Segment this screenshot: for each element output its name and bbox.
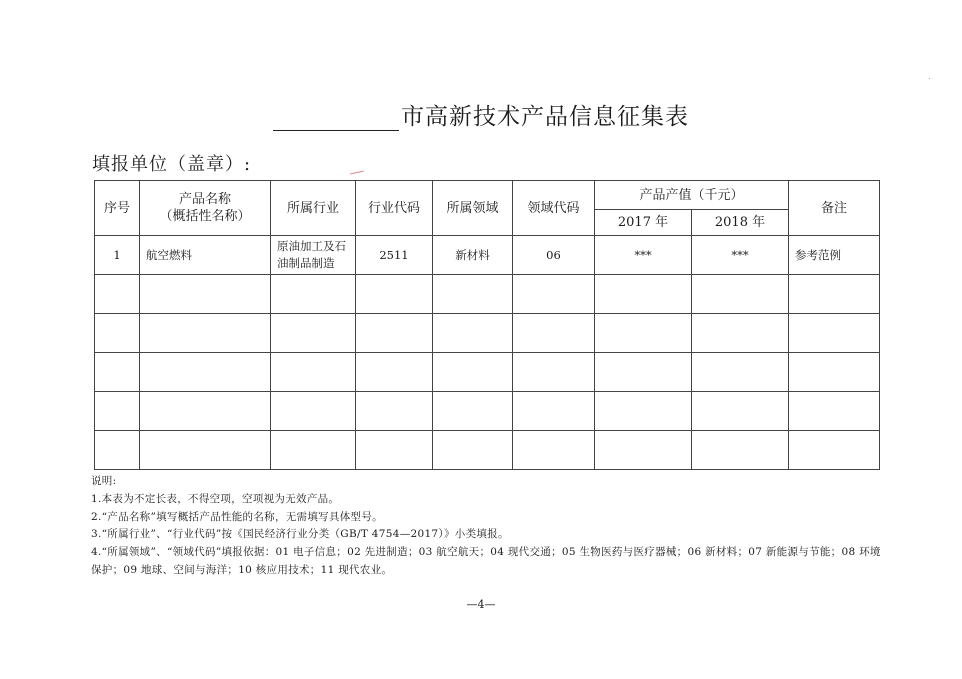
note-item-3: 3.“所属行业”、“行业代码”按《国民经济行业分类（GB/T 4754—2017）》小类填报。: [91, 528, 509, 541]
cell-field-code[interactable]: [513, 314, 595, 353]
cell-field[interactable]: [433, 392, 513, 431]
cell-remarks[interactable]: [789, 353, 880, 392]
header-row-1: [95, 181, 880, 210]
cell-seq[interactable]: [95, 431, 140, 470]
cell-field[interactable]: [433, 314, 513, 353]
cell-output-2018[interactable]: [692, 392, 789, 431]
cell-output-2018[interactable]: ***: [692, 236, 789, 275]
cell-industry-line2: 油制品制造: [277, 256, 335, 270]
cell-product-name[interactable]: 航空燃料: [140, 236, 271, 275]
instructions-notes: [91, 473, 881, 580]
cell-industry[interactable]: [271, 392, 356, 431]
cell-industry[interactable]: [271, 353, 356, 392]
cell-industry[interactable]: [271, 314, 356, 353]
header-remarks: 备注: [789, 181, 880, 236]
cell-seq[interactable]: [95, 314, 140, 353]
cell-remarks[interactable]: [789, 392, 880, 431]
cell-output-2017[interactable]: [595, 392, 692, 431]
note-item-4: 4.“所属领域”、“领域代码”填报依据：01 电子信息；02 先进制造；03 航空航天；04 现代交通；05 生物医药与医疗器械；06 新材料；07 新能源与节能；08 环境保护；09 地球、空间与海洋；10 核应用技术；11 现代农业。: [91, 546, 881, 576]
cell-industry-code[interactable]: 2511: [356, 236, 433, 275]
table-row: [95, 392, 880, 431]
header-field: 所属领域: [433, 181, 513, 236]
cell-product-name[interactable]: [140, 314, 271, 353]
cell-field-code[interactable]: [513, 392, 595, 431]
cell-industry-code[interactable]: [356, 275, 433, 314]
scan-dot: [929, 78, 930, 79]
cell-output-2017[interactable]: [595, 275, 692, 314]
cell-field-code[interactable]: [513, 275, 595, 314]
product-info-table: [94, 180, 880, 470]
cell-remarks[interactable]: [789, 314, 880, 353]
cell-product-name[interactable]: [140, 392, 271, 431]
cell-output-2017[interactable]: ***: [595, 236, 692, 275]
cell-product-name[interactable]: [140, 431, 271, 470]
page-title: 市高新技术产品信息征集表: [401, 104, 689, 130]
cell-industry-code[interactable]: [356, 392, 433, 431]
header-product-name-line2: （概括性名称）: [159, 209, 251, 224]
cell-output-2018[interactable]: [692, 431, 789, 470]
cell-industry[interactable]: [271, 431, 356, 470]
cell-seq[interactable]: 1: [95, 236, 140, 275]
header-year-2018: 2018 年: [692, 210, 789, 236]
header-field-code: 领域代码: [513, 181, 595, 236]
table-row: [95, 314, 880, 353]
notes-heading: 说明:: [91, 475, 117, 487]
cell-output-2018[interactable]: [692, 314, 789, 353]
header-seq: 序号: [95, 181, 140, 236]
table-row-example: [95, 236, 880, 275]
seal-stroke-mark: [350, 171, 364, 175]
note-item-1: 1.本表为不定长表，不得空项，空项视为无效产品。: [91, 492, 340, 505]
title-block: [0, 98, 962, 131]
reporting-unit-label: 填报单位（盖章）:: [92, 154, 252, 175]
cell-field-code[interactable]: [513, 431, 595, 470]
table-row: [95, 275, 880, 314]
cell-remarks[interactable]: [789, 275, 880, 314]
header-output-value: 产品产值（千元）: [595, 181, 789, 210]
cell-industry-code[interactable]: [356, 431, 433, 470]
cell-output-2018[interactable]: [692, 275, 789, 314]
cell-output-2017[interactable]: [595, 314, 692, 353]
cell-field[interactable]: [433, 431, 513, 470]
cell-remarks[interactable]: [789, 431, 880, 470]
header-industry: 所属行业: [271, 181, 356, 236]
cell-seq[interactable]: [95, 392, 140, 431]
header-product-name: [140, 181, 271, 236]
table-row: [95, 431, 880, 470]
cell-remarks[interactable]: 参考范例: [789, 236, 880, 275]
note-item-2: 2.“产品名称”填写概括产品性能的名称，无需填写具体型号。: [91, 510, 383, 523]
city-name-blank[interactable]: [273, 106, 399, 131]
cell-output-2017[interactable]: [595, 431, 692, 470]
cell-industry[interactable]: [271, 275, 356, 314]
header-industry-code: 行业代码: [356, 181, 433, 236]
cell-product-name[interactable]: [140, 353, 271, 392]
cell-industry-line1: 原油加工及石: [277, 239, 346, 253]
cell-output-2018[interactable]: [692, 353, 789, 392]
cell-seq[interactable]: [95, 275, 140, 314]
table-row: [95, 353, 880, 392]
cell-seq[interactable]: [95, 353, 140, 392]
cell-field-code[interactable]: 06: [513, 236, 595, 275]
cell-field-code[interactable]: [513, 353, 595, 392]
cell-product-name[interactable]: [140, 275, 271, 314]
cell-industry-code[interactable]: [356, 314, 433, 353]
header-product-name-line1: 产品名称: [178, 192, 231, 207]
cell-industry[interactable]: [271, 236, 356, 275]
cell-field[interactable]: [433, 275, 513, 314]
header-year-2017: 2017 年: [595, 210, 692, 236]
cell-industry-code[interactable]: [356, 353, 433, 392]
cell-field[interactable]: [433, 353, 513, 392]
cell-field[interactable]: 新材料: [433, 236, 513, 275]
page-number: —4—: [466, 598, 496, 611]
cell-output-2017[interactable]: [595, 353, 692, 392]
